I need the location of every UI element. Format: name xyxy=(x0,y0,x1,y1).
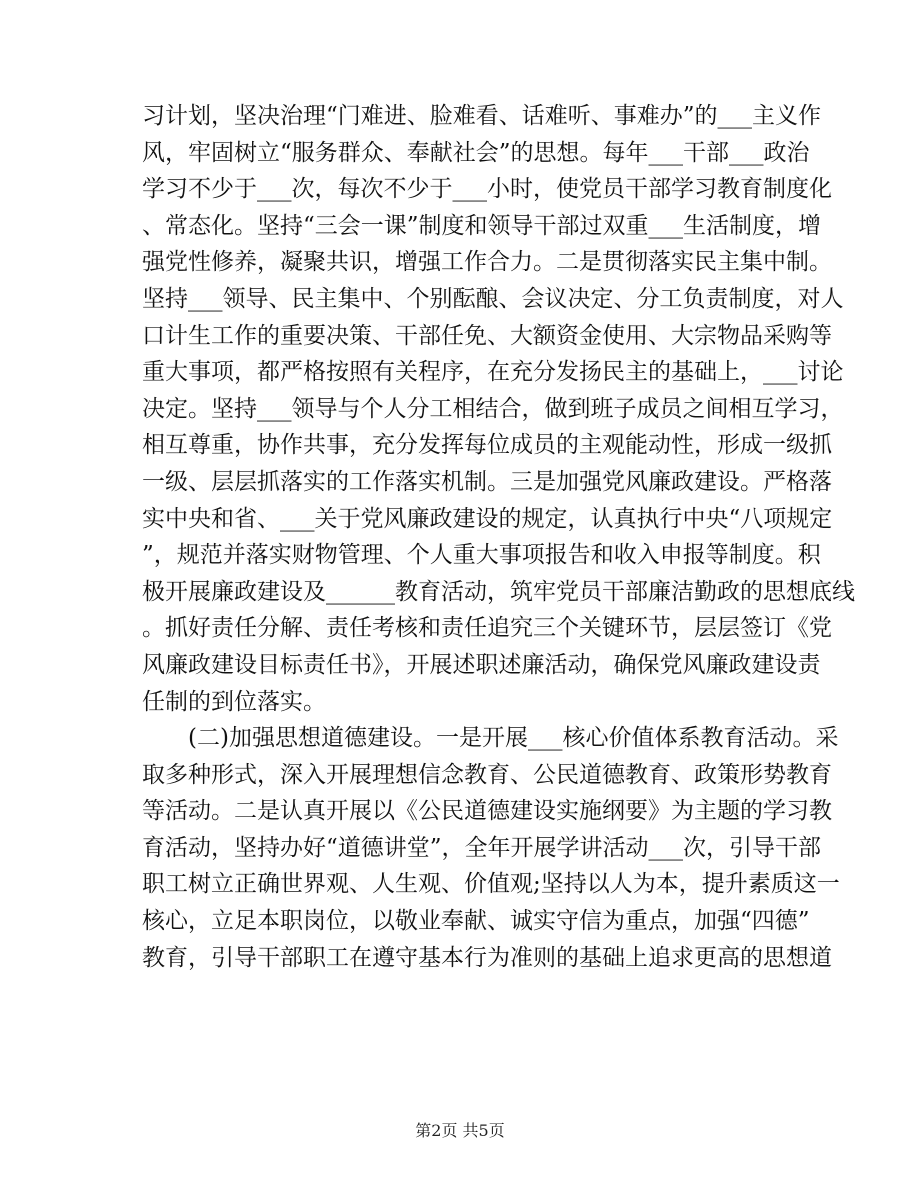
document-body xyxy=(142,98,855,976)
text-line: 坚持___领导、民主集中、个别酝酿、会议决定、分工负责制度，对人 xyxy=(142,285,844,312)
text-line: 学习不少于___次，每次不少于___小时，使党员干部学习教育制度化 xyxy=(142,176,832,203)
text-line: 重大事项，都严格按照有关程序，在充分发扬民主的基础上，___讨论 xyxy=(142,359,844,386)
text-line: 教育，引导干部职工在遵守基本行为准则的基础上追求更高的思想道 xyxy=(142,944,832,971)
text-line: 等活动。二是认真开展以《公民道德建设实施纲要》为主题的学习教 xyxy=(142,798,832,825)
text-line: 。抓好责任分解、责任考核和责任追究三个关键环节，层层签订《党 xyxy=(142,615,832,642)
text-line: 一级、层层抓落实的工作落实机制。三是加强党风廉政建设。严格落 xyxy=(142,468,832,495)
text-line: 核心，立足本职岗位，以敬业奉献、诚实守信为重点，加强“四德” xyxy=(142,908,810,935)
text-line: 风廉政建设目标责任书》，开展述职述廉活动，确保党风廉政建设责 xyxy=(142,651,821,678)
text-line: 、常态化。坚持“三会一课”制度和领导干部过双重___生活制度，增 xyxy=(142,212,822,239)
text-line: 习计划，坚决治理“门难进、脸难看、话难听、事难办”的___主义作 xyxy=(142,103,822,129)
text-line: 职工树立正确世界观、人生观、价值观;坚持以人为本，提升素质这一 xyxy=(142,871,840,898)
text-line: 取多种形式，深入开展理想信念教育、公民道德教育、政策形势教育 xyxy=(142,761,832,788)
text-line: 极开展廉政建设及______教育活动，筑牢党员干部廉洁勤政的思想底线 xyxy=(142,578,855,605)
text-line: 强党性修养，凝聚共识，增强工作合力。二是贯彻落实民主集中制。 xyxy=(142,249,832,276)
text-line: 任制的到位落实。 xyxy=(142,688,326,715)
text-line: 决定。坚持___领导与个人分工相结合，做到班子成员之间相互学习， xyxy=(142,395,844,422)
text-line: ”，规范并落实财物管理、个人重大事项报告和收入申报等制度。积 xyxy=(142,542,821,569)
text-line: 相互尊重，协作共事，充分发挥每位成员的主观能动性，形成一级抓 xyxy=(142,432,832,459)
page-number: 第2页 共5页 xyxy=(415,1121,505,1140)
text-line: 实中央和省、___关于党风廉政建设的规定，认真执行中央“八项规定 xyxy=(142,505,833,532)
text-line: 口计生工作的重要决策、干部任免、大额资金使用、大宗物品采购等 xyxy=(142,322,832,349)
text-line: 风，牢固树立“服务群众、奉献社会”的思想。每年___干部___政治 xyxy=(142,139,810,166)
text-line: (二)加强思想道德建设。一是开展___核心价值体系教育活动。采 xyxy=(142,725,839,752)
text-line: 育活动，坚持办好“道德讲堂”，全年开展学讲活动___次，引导干部 xyxy=(142,834,822,861)
